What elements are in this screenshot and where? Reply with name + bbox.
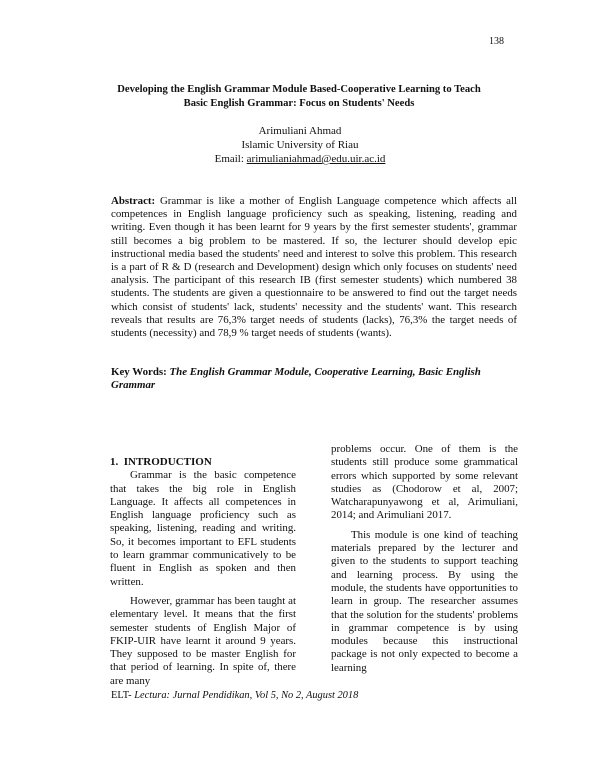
body-paragraph: However, grammar has been taught at elementary level. It means that the first semester students of English Major of FKIP-UIR have learnt it around 9 years. They supposed to be master English for that period of learning. In spite of, there are many [110, 594, 296, 687]
email-label: Email: [214, 153, 244, 165]
left-column [110, 456, 296, 688]
abstract [111, 195, 517, 340]
section-title: INTRODUCTION [123, 456, 212, 468]
page-number: 138 [489, 36, 504, 47]
keywords [111, 366, 517, 392]
title-line-2: Basic English Grammar: Focus on Students' Needs [183, 98, 415, 109]
body-paragraph: Grammar is the basic competence that takes the big role in English Language. It affects all competences in English language proficiency such as speaking, listening, reading and writing. So, it becomes important to EFL students to learn grammar communicatively to be fluent in English as spoken and then written. [110, 469, 296, 588]
paper-title [106, 83, 492, 111]
author-block [100, 124, 500, 166]
abstract-label: Abstract: [111, 195, 156, 207]
author-email-line [100, 152, 500, 166]
right-column [331, 443, 518, 675]
body-paragraph: problems occur. One of them is the students still produce some grammatical errors which supported by some relevant studies as (Chodorow et al, 2007; Watcharapunyawong et al, Arimuliani, 2014; and Arimuliani 2017. [331, 443, 518, 522]
keywords-text: The English Grammar Module, Cooperative Learning, Basic English Grammar [111, 366, 481, 392]
section-number: 1. [110, 456, 119, 468]
body-paragraph: This module is one kind of teaching materials prepared by the lecturer and given to the students to support teaching and learning process. By using the module, the students have opportunities to learn in group. The researcher assumes that the solution for the students' problems in grammar competence is by using modules because this instructional package is not only expected to become a learning [331, 528, 518, 674]
author-name: Arimuliani Ahmad [258, 125, 342, 137]
footer-journal: Lectura: Jurnal Pendidikan, Vol 5, No 2, August 2018 [134, 690, 359, 701]
author-affiliation: Islamic University of Riau [241, 139, 359, 151]
keywords-label: Key Words: [111, 366, 167, 378]
footer [111, 690, 358, 701]
abstract-text: Grammar is like a mother of English Language competence which affects all competences in English language proficiency such as speaking, listening, reading and writing. Even though it has been learnt for 9 years by the first semester students', grammar still becomes a big problem to be mastered. If so, the lecturer should develop epic instructional media based the students' need and interest to solve this problem. This research is a part of R & D (research and Development) design which only focuses on students' need analysis. The participant of this research IB (first semester students) which numbered 38 students. The students are given a questionnaire to be answered to find out the target needs which consist of students' lack, students' necessity and the students' want. This research reveals that results are 76,3% target needs of students (lacks), 76,3% the target needs of students (necessity) and 78,9 % target needs of students (wants). [111, 195, 518, 340]
title-line-1: Developing the English Grammar Module Based-Cooperative Learning to Teach [117, 84, 481, 95]
footer-prefix: ELT- [111, 690, 132, 701]
author-email-link[interactable]: arimulianiahmad@edu.uir.ac.id [246, 153, 386, 165]
section-heading [110, 456, 296, 469]
